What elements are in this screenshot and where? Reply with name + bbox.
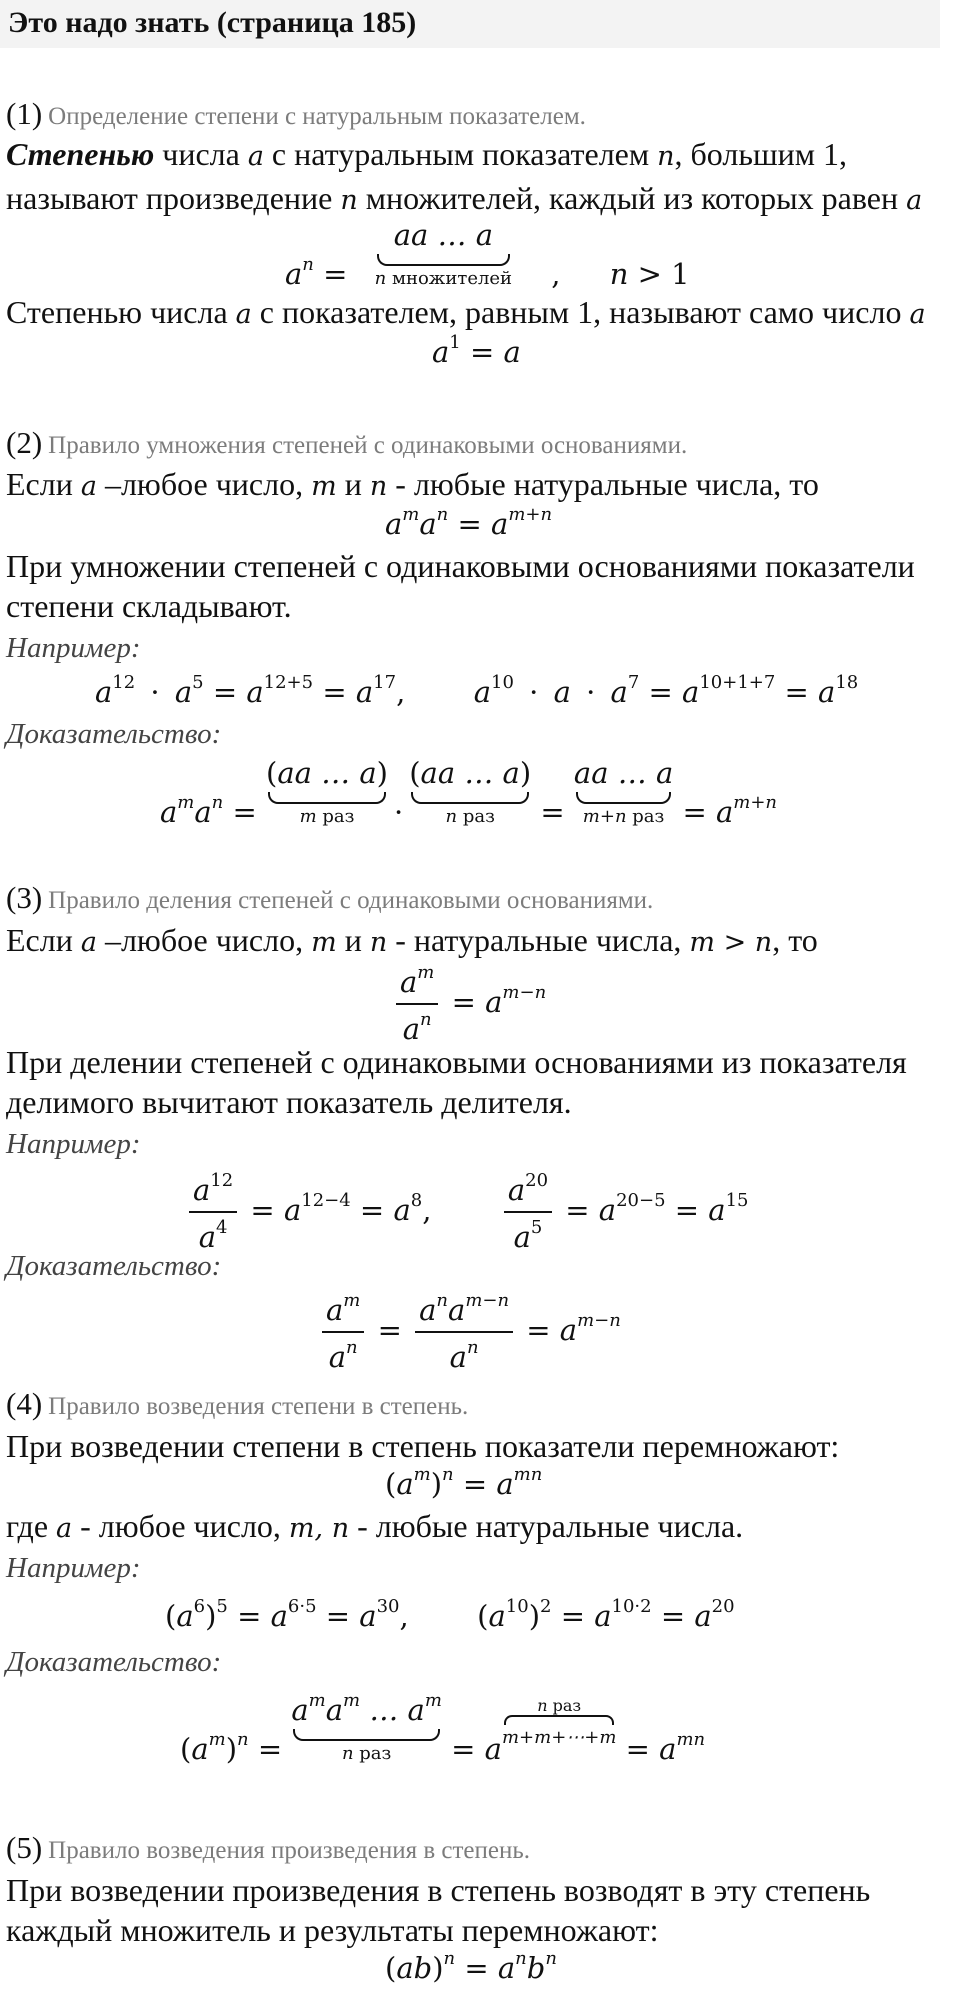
proof-label: Доказательство: — [6, 718, 222, 750]
rule-line-1: При делении степеней с одинаковыми основаниями из показателя — [6, 1044, 907, 1080]
text: –любое число, — [104, 922, 304, 958]
underbrace: (aa … a) m раз — [266, 756, 388, 827]
text: –любое число, — [104, 466, 304, 502]
section-2-heading — [6, 425, 687, 461]
condition-line: Если a –любое число, m и n - натуральные числа, m > n, то — [6, 922, 818, 958]
page-title: Это надо знать (страница 185) — [8, 6, 417, 39]
text: и — [344, 922, 362, 958]
section-title: Правило возведения степени в степень. — [48, 1393, 469, 1420]
text: Степенью числа — [6, 294, 228, 330]
section-number: (3) — [6, 880, 43, 915]
section-number: (5) — [6, 1830, 43, 1865]
section-1-heading — [6, 96, 586, 132]
proof-label: Доказательство: — [6, 1250, 222, 1282]
text: - натуральные числа, — [395, 922, 682, 958]
section-title: Правило деления степеней с одинаковыми основаниями. — [48, 887, 654, 914]
formula-power-definition: $a^n$ = aa … a n множителей , n > 1 — [285, 218, 690, 291]
text: множителей, каждый из которых равен — [365, 180, 899, 216]
section-4-heading — [6, 1386, 468, 1422]
text: - любые натуральные числа, то — [395, 466, 819, 502]
definition-line-1: Степенью числа a с натуральным показателем n, большим 1, — [6, 136, 847, 172]
formula-multiplication: $a^ma^n = a^{m+n}$ — [385, 504, 553, 541]
underbrace: (aa … a) n раз — [409, 756, 532, 827]
section-number: (2) — [6, 425, 43, 460]
text: , большим 1, — [674, 136, 847, 172]
section-title: Определение степени с натуральным показателем. — [48, 103, 586, 130]
section-number: (4) — [6, 1386, 43, 1421]
formula-power-proof: $(a^m)^n = a^ma^m$ … $a^m$ n раз = a n раз m+m+⋯+m = $a^{mn}$ — [180, 1690, 706, 1766]
text: числа — [162, 136, 240, 172]
definition-line-2: называют произведение n множителей, каждый из которых равен a — [6, 180, 923, 216]
rule-line-2: делимого вычитают показатель делителя. — [6, 1084, 572, 1120]
formula-division-example: $\frac{a^{12}}{a^4}$ = $a^{12-4} = a^8$, $\frac{a^{20}}{a^5}$ = $a^{20-5} = a^{15}$ — [185, 1170, 749, 1254]
header-bar — [0, 0, 940, 48]
definition-line-3: Степенью числа a с показателем, равным 1, называют само число a — [6, 294, 926, 330]
text: Если — [6, 466, 73, 502]
rule-line-1: При умножении степеней с одинаковыми основаниями показатели — [6, 548, 915, 584]
section-3-heading — [6, 880, 653, 916]
text: с натуральным показателем — [271, 136, 650, 172]
formula-division: $\frac{a^m}{a^n}$ = $a^{m-n}$ — [392, 962, 546, 1046]
text: с показателем, равным 1, называют само число — [259, 294, 902, 330]
formula-first-power: $a^1 = a$ — [432, 332, 521, 369]
overbrace: n раз m+m+⋯+m — [501, 1696, 617, 1748]
text: , то — [772, 922, 818, 958]
example-label: Например: — [6, 1552, 141, 1584]
rule-line-1: При возведении степени в степень показатели перемножают: — [6, 1428, 840, 1464]
condition-line: Если a –любое число, m и n - любые натуральные числа, то — [6, 466, 819, 502]
formula-multiplication-example: $a^{12} \cdot a^5 = a^{12+5} = a^{17}$, $a^{10} \cdot a \cdot a^7 = a^{10+1+7} = a^{18}$ — [95, 672, 859, 709]
example-label: Например: — [6, 1128, 141, 1160]
underbrace: aa … a n множителей — [374, 218, 513, 289]
rule-line-2: степени складывают. — [6, 588, 292, 624]
text: Если — [6, 922, 73, 958]
section-number: (1) — [6, 96, 43, 131]
example-label: Например: — [6, 632, 141, 664]
underbrace: $a^ma^m$ … $a^m$ n раз — [291, 1690, 442, 1764]
formula-multiplication-proof: $a^ma^n = (aa$ … a) m раз ·(aa … a) n раз = aa … a m+n раз = $a^{m+n}$ — [160, 756, 778, 829]
text: и — [344, 466, 362, 502]
text: - любые натуральные числа. — [357, 1508, 744, 1544]
section-title: Правило умножения степеней с одинаковыми основаниями. — [48, 432, 688, 459]
text: - любое число, — [80, 1508, 281, 1544]
rule-line-1: При возведении произведения в степень возводят в эту степень — [6, 1872, 871, 1908]
formula-power-example: $(a^6)^5 = a^{6\cdot 5} = a^{30}$, $(a^{10})^2 = a^{10\cdot 2} = a^{20}$ — [165, 1596, 735, 1633]
formula-division-proof: $\frac{a^m}{a^n}$ = $\frac{a^na^{m-n}}{a^n}$ = $a^{m-n}$ — [318, 1290, 621, 1374]
section-5-heading — [6, 1830, 530, 1866]
formula-power-of-product: $(ab)^n = a^nb^n$ — [385, 1948, 557, 1985]
underbrace: aa … a m+n раз — [573, 756, 674, 827]
section-title: Правило возведения произведения в степень. — [48, 1837, 531, 1864]
where-line: где a - любое число, m, n - любые натуральные числа. — [6, 1508, 744, 1544]
text: где — [6, 1508, 49, 1544]
formula-power-of-power: $(a^m)^n = a^{mn}$ — [385, 1464, 543, 1501]
term-bold: Степенью — [6, 136, 155, 172]
rule-line-2: каждый множитель и результаты перемножают: — [6, 1912, 659, 1948]
text: называют произведение — [6, 180, 333, 216]
proof-label: Доказательство: — [6, 1646, 222, 1678]
